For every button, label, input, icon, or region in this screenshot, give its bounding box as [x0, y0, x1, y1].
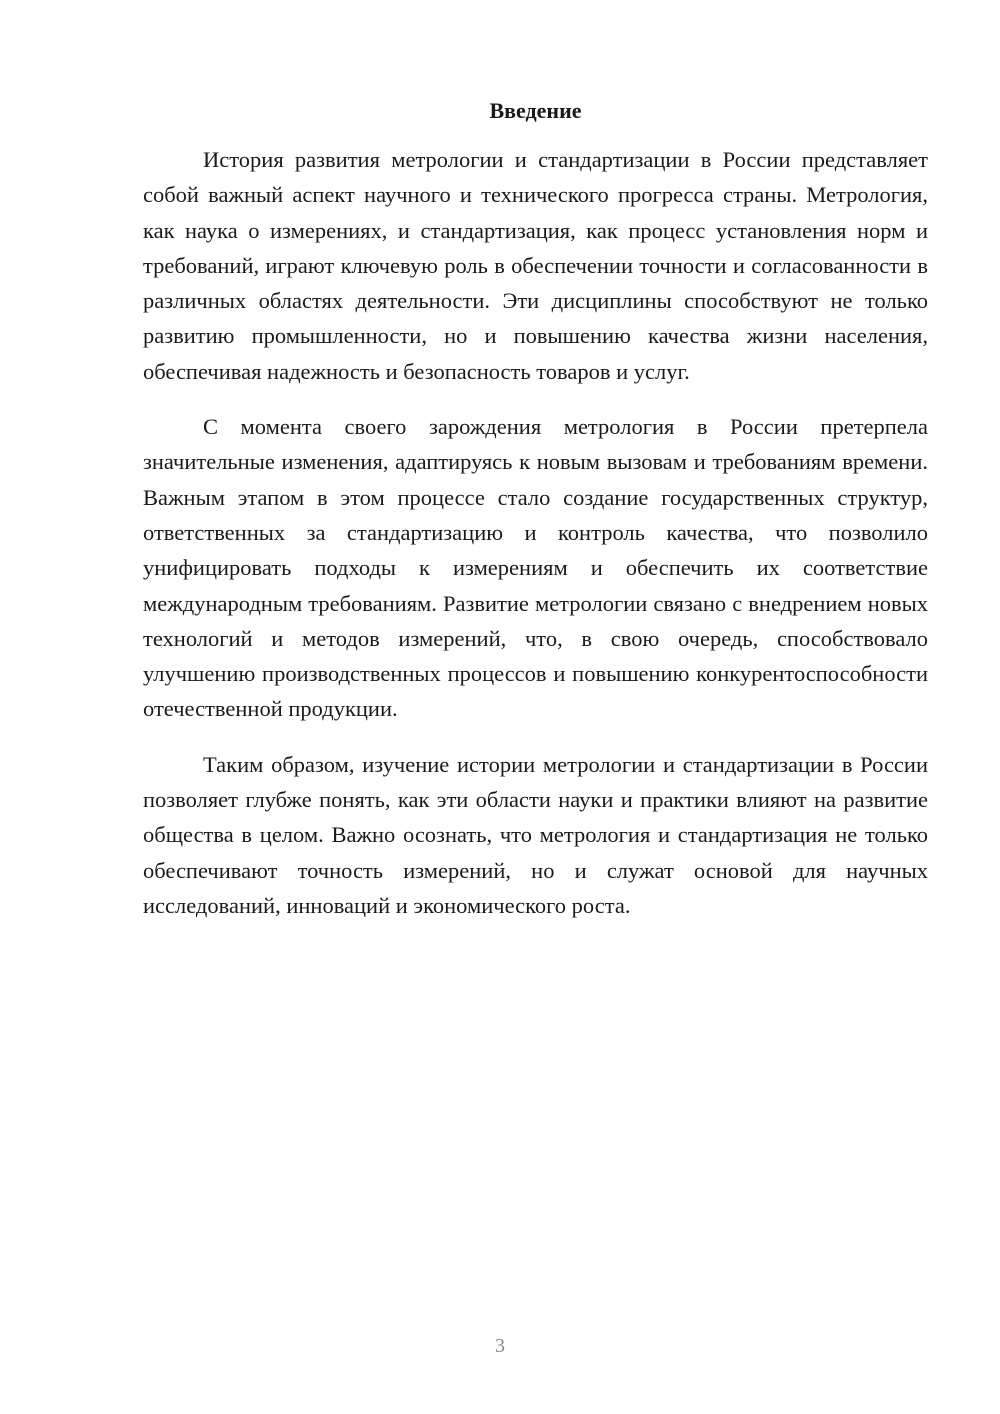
- paragraph-1: История развития метрологии и стандартизации в России представляет собой важный аспект научного и технического прогресса страны. Метрология, как наука о измерениях, и стандартизация, как процесс установления норм и требований, играют ключевую роль в обеспечении точности и согласованности в различных областях деятельности. Эти дисциплины способствуют не только развитию промышленности, но и повышению качества жизни населения, обеспечивая надежность и безопасность товаров и услуг.: [143, 147, 928, 384]
- document-body: [143, 142, 928, 943]
- paragraph-2: С момента своего зарождения метрология в России претерпела значительные изменения, адаптируясь к новым вызовам и требованиям времени. Важным этапом в этом процессе стало создание государственных структур, ответственных за стандартизацию и контроль качества, что позволило унифицировать подходы к измерениям и обеспечить их соответствие международным требованиям. Развитие метрологии связано с внедрением новых технологий и методов измерений, что, в свою очередь, способствовало улучшению производственных процессов и повышению конкурентоспособности отечественной продукции.: [143, 414, 928, 722]
- page-title: Введение: [489, 98, 582, 123]
- page-number: 3: [495, 1335, 505, 1357]
- paragraph-3: Таким образом, изучение истории метрологии и стандартизации в России позволяет глубже понять, как эти области науки и практики влияют на развитие общества в целом. Важно осознать, что метрология и стандартизация не только обеспечивают точность измерений, но и служат основой для научных исследований, инноваций и экономического роста.: [143, 751, 928, 918]
